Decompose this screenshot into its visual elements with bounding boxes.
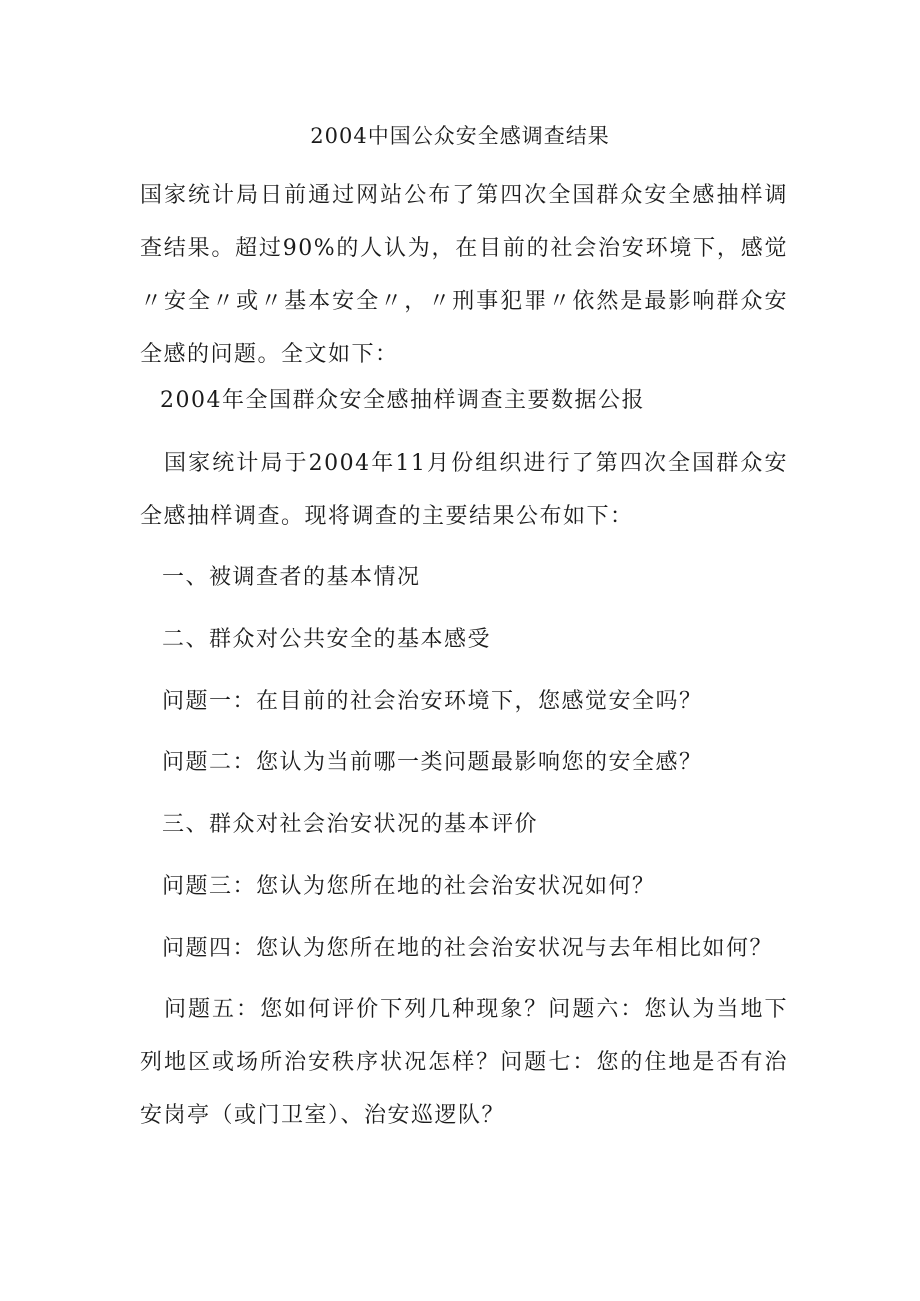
question-3: 问题三：您认为您所在地的社会治安状况如何？ — [162, 874, 656, 899]
question-4: 问题四：您认为您所在地的社会治安状况与去年相比如何？ — [162, 936, 774, 961]
question-1: 问题一：在目前的社会治安环境下，您感觉安全吗？ — [162, 689, 703, 714]
questions-5-7-paragraph: 问题五：您如何评价下列几种现象？问题六：您认为当地下列地区或场所治安秩序状况怎样？问题七：您的住地是否有治安岗亭（或门卫室）、治安巡逻队？ — [140, 997, 788, 1128]
section-heading-2: 二、群众对公共安全的基本感受 — [162, 627, 492, 652]
report-intro-paragraph: 国家统计局于2004年11月份组织进行了第四次全国群众安全感抽样调查。现将调查的主要结果公布如下： — [140, 451, 788, 529]
document-title: 2004中国公众安全感调查结果 — [310, 124, 610, 148]
report-title: 2004年全国群众安全感抽样调查主要数据公报 — [160, 388, 645, 413]
question-2: 问题二：您认为当前哪一类问题最影响您的安全感？ — [162, 750, 703, 775]
intro-paragraph: 国家统计局日前通过网站公布了第四次全国群众安全感抽样调查结果。超过90%的人认为，在目前的社会治安环境下，感觉〃安全〃或〃基本安全〃，〃刑事犯罪〃依然是最影响群众安全感的问题。全文如下： — [140, 183, 788, 367]
section-heading-3: 三、群众对社会治安状况的基本评价 — [162, 812, 539, 837]
section-heading-1: 一、被调查者的基本情况 — [162, 565, 421, 590]
